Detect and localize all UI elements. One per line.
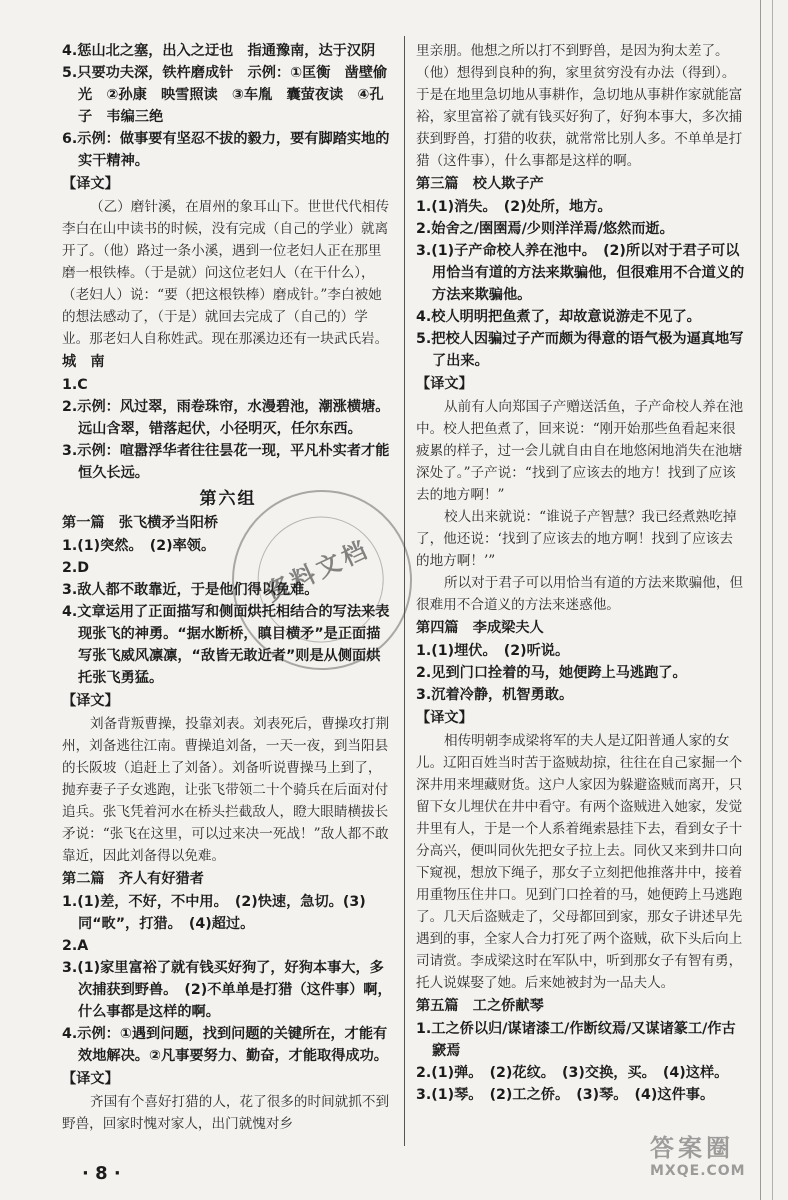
item-number: 1. xyxy=(416,643,432,659)
watermark-en: MXQE.COM xyxy=(650,1163,746,1179)
answer-item xyxy=(62,1023,394,1067)
answer-item xyxy=(416,240,746,306)
answer-item xyxy=(416,1018,746,1062)
translation-paragraph: 从前有人向郑国子产赠送活鱼，子产命校人养在池中。校人把鱼煮了，回来说：“刚开始那些鱼看起来很疲累的样子，过一会儿就自由自在地悠闲地消失在池塘深处了。”子产说：“找到了应该去的地方！找到了应该去的地方啊！” xyxy=(416,399,744,503)
answer-item xyxy=(62,40,394,62)
item-number: 2. xyxy=(62,399,78,415)
answer-item xyxy=(416,1062,746,1084)
item-number: 3. xyxy=(62,960,78,976)
item-text: (1)消失。 (2)处所，地方。 xyxy=(431,199,612,215)
section-title: 第三篇 校人欺子产 xyxy=(416,176,544,192)
item-text: 示例：喧嚣浮华者往往昙花一现，平凡朴实者才能恒久长远。 xyxy=(77,443,390,481)
item-text: (1)琴。 (2)工之侨。 (3)琴。 (4)这件事。 xyxy=(431,1087,715,1103)
item-text: 见到门口拴着的马，她便跨上马逃跑了。 xyxy=(431,665,687,681)
section-title: 第五篇 工之侨献琴 xyxy=(416,998,544,1014)
item-number: 1. xyxy=(416,1021,432,1037)
translation-paragraph: 齐国有个喜好打猎的人，花了很多的时间就抓不到野兽，回家时愧对家人，出门就愧对乡 xyxy=(62,1094,390,1132)
item-text: 沉着冷静，机智勇敢。 xyxy=(431,687,574,703)
answer-item xyxy=(62,374,394,396)
item-text: (1)弹。 (2)花纹。 (3)交换，买。 (4)这样。 xyxy=(431,1065,729,1081)
item-number: 2. xyxy=(416,665,432,681)
item-number: 4. xyxy=(62,1026,78,1042)
item-text: D xyxy=(77,560,90,576)
answer-item xyxy=(62,440,394,484)
section-title: 第四篇 李成梁夫人 xyxy=(416,620,544,636)
translation-heading: 【译文】 xyxy=(416,710,473,726)
item-text: 始舍之/圉圉焉/少则洋洋焉/悠然而逝。 xyxy=(431,221,674,237)
group-title: 第六组 xyxy=(199,489,257,509)
item-text: (1)差，不好，不中用。 (2)快速，急切。(3)同“畋”，打猎。 (4)超过。 xyxy=(77,894,366,932)
item-number: 3. xyxy=(416,687,432,703)
translation-heading: 【译文】 xyxy=(62,693,119,709)
answer-item xyxy=(62,396,394,440)
answer-item xyxy=(62,935,394,957)
item-text: 把校人因骗过子产而颇为得意的语气极为逼真地写了出来。 xyxy=(431,331,744,369)
item-number: 2. xyxy=(62,938,78,954)
answer-item xyxy=(416,196,746,218)
item-number: 1. xyxy=(62,538,78,554)
item-text: 工之侨以归/谋诸漆工/作断纹焉/又谋诸篆工/作古窾焉 xyxy=(431,1021,736,1059)
item-number: 3. xyxy=(416,243,432,259)
item-text: A xyxy=(77,938,89,954)
answer-item xyxy=(416,1084,746,1106)
translation-paragraph: 刘备背叛曹操，投靠刘表。刘表死后，曹操攻打荆州，刘备逃往江南。曹操追刘备，一天一夜，到当阳县的长阪坡（追赶上了刘备）。刘备听说曹操马上到了，抛弃妻子子女逃跑，让张飞带领二十个骑兵在后面对付追兵。张飞凭着河水在桥头拦截敌人，瞪大眼睛横拔长矛说：“张飞在这里，可以过来决一死战！”敌人都不敢靠近，因此刘备得以免难。 xyxy=(62,716,390,864)
item-number: 3. xyxy=(62,443,78,459)
translation-paragraph: 里亲朋。他想之所以打不到野兽，是因为狗太差了。（他）想得到良种的狗，家里贫穷没有办法（得到）。于是在地里急切地从事耕作，急切地从事耕作家就能富裕，家里富裕了就有钱买好狗了，好狗本事大，多次捕获到野兽，打猎的收获，就常常比别人多。不单单是打猎（这件事），什么事都是这样的啊。 xyxy=(416,43,743,169)
item-text: (1)突然。 (2)率领。 xyxy=(77,538,216,554)
answer-item xyxy=(416,640,746,662)
section-title: 第一篇 张飞横矛当阳桥 xyxy=(62,515,219,531)
translation-paragraph: （乙）磨针溪，在眉州的象耳山下。世世代代相传李白在山中读书的时候，没有完成（自己的学业）就离开了。（他）路过一条小溪，遇到一位老妇人正在那里磨一根铁棒。（于是就）问这位老妇人（在干什么），（老妇人）说：“要（把这根铁棒）磨成针。”李白被她的想法感动了，（于是）就回去完成了（自己的）学业。那老妇人自称姓武。现在那溪边还有一块武氏岩。 xyxy=(62,199,390,347)
right-column xyxy=(416,40,746,1106)
item-text: (1)埋伏。 (2)听说。 xyxy=(431,643,570,659)
item-number: 3. xyxy=(416,1087,432,1103)
translation-heading: 【译文】 xyxy=(62,1071,119,1087)
translation-heading: 【译文】 xyxy=(62,176,119,192)
item-text: (1)家里富裕了就有钱买好狗了，好狗本事大，多次捕获到野兽。 (2)不单单是打猎（这件事）啊，什么事都是这样的啊。 xyxy=(77,960,392,1020)
answer-item xyxy=(62,128,394,172)
item-number: 1. xyxy=(62,894,78,910)
item-text: 惩山北之塞，出入之迂也 指通豫南，达于汉阴 xyxy=(77,43,376,59)
answer-item xyxy=(416,218,746,240)
item-number: 2. xyxy=(416,1065,432,1081)
item-number: 2. xyxy=(62,560,78,576)
stamp-text: 资料文档 xyxy=(261,534,375,608)
item-number: 4. xyxy=(416,309,432,325)
item-text: (1)子产命校人养在池中。 (2)所以对于君子可以用恰当有道的方法来欺骗他，但很难用不合道义的方法来欺骗他。 xyxy=(431,243,745,303)
item-number: 3. xyxy=(62,582,78,598)
item-text: 校人明明把鱼煮了，却故意说游走不见了。 xyxy=(431,309,701,325)
watermark-cn: 答案圈 xyxy=(650,1134,734,1162)
answer-item xyxy=(62,957,394,1023)
item-number: 6. xyxy=(62,131,78,147)
section-title: 城 南 xyxy=(62,354,105,370)
item-text: 只要功夫深，铁杵磨成针 示例：①匡衡 凿壁偷光 ②孙康 映雪照读 ③车胤 囊萤夜读 ④孔子 韦编三绝 xyxy=(77,65,388,125)
answer-item xyxy=(416,328,746,372)
item-text: 示例：①遇到问题，找到问题的关键所在，才能有效地解决。②凡事要努力、勤奋，才能取得成功。 xyxy=(77,1026,388,1064)
page-number: · 8 · xyxy=(82,1163,121,1184)
translation-paragraph: 校人出来就说：“谁说子产智慧？我已经煮熟吃掉了，他还说：‘找到了应该去的地方啊！找到了应该去的地方啊！’” xyxy=(416,509,737,569)
page-edge-line xyxy=(772,0,773,1200)
item-text: C xyxy=(77,377,88,393)
item-number: 5. xyxy=(62,65,78,81)
answer-item xyxy=(416,662,746,684)
item-text: 示例：风过翠，雨卷珠帘，水漫碧池，潮涨横塘。远山含翠，错落起伏，小径明灭，任尔东西。 xyxy=(77,399,390,437)
site-watermark-logo xyxy=(650,1128,780,1194)
item-number: 5. xyxy=(416,331,432,347)
item-number: 2. xyxy=(416,221,432,237)
translation-heading: 【译文】 xyxy=(416,376,473,392)
translation-paragraph: 相传明朝李成梁将军的夫人是辽阳普通人家的女儿。辽阳百姓当时苦于盗贼劫掠，往往在自己家掘一个深井用来埋藏财货。这户人家因为躲避盗贼而离开，只留下女儿埋伏在井中看守。有两个盗贼进入她家，发觉井里有人，于是一个人系着绳索悬挂下去，看到女子十分高兴，便叫同伙先把女子拉上去。同伙又来到井口向下窥视，想放下绳子，那女子立刻把他推落井中，接着用重物压住井口。见到门口拴着的马，她便跨上马逃跑了。几天后盗贼走了，父母都回到家，那女子讲述早先遇到的事，全家人合力打死了两个盗贼，砍下头后向上司请赏。李成梁这时在军队中，听到那女子有智有勇，托人说媒娶了她。后来她被封为一品夫人。 xyxy=(416,733,743,991)
item-number: 1. xyxy=(416,199,432,215)
item-text: 示例：做事要有坚忍不拔的毅力，要有脚踏实地的实干精神。 xyxy=(77,131,390,169)
answer-item xyxy=(62,62,394,128)
answer-item xyxy=(416,306,746,328)
item-text: 文章运用了正面描写和侧面烘托相结合的写法来表现张飞的神勇。“据水断桥，瞋目横矛”是正面描写张飞威风凛凛，“敌皆无敢近者”则是从侧面烘托张飞勇猛。 xyxy=(77,604,390,686)
item-number: 1. xyxy=(62,377,78,393)
item-text: 敌人都不敢靠近，于是他们得以免难。 xyxy=(77,582,319,598)
translation-paragraph: 所以对于君子可以用恰当有道的方法来欺骗他，但很难用不合道义的方法来迷惑他。 xyxy=(416,575,744,613)
item-number: 4. xyxy=(62,43,78,59)
answer-item xyxy=(416,684,746,706)
section-title: 第二篇 齐人有好猎者 xyxy=(62,871,204,887)
answer-item xyxy=(62,891,394,935)
page-edge-line xyxy=(760,0,761,1200)
item-number: 4. xyxy=(62,604,78,620)
